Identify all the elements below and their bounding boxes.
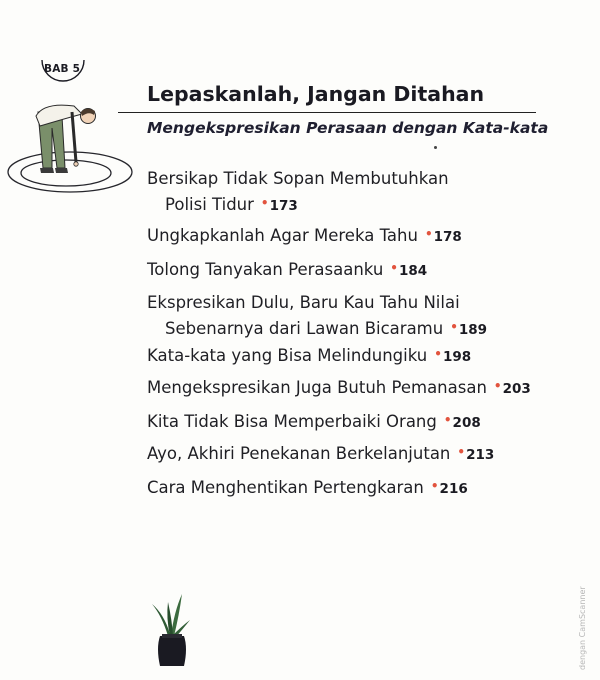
bullet-icon: • bbox=[434, 347, 442, 361]
person-drawing-circle-icon bbox=[0, 98, 140, 198]
toc-page-number: 178 bbox=[433, 229, 462, 245]
potted-plant-icon bbox=[144, 590, 194, 670]
toc-entry[interactable] bbox=[147, 474, 468, 502]
toc-page-number: 184 bbox=[398, 263, 428, 279]
toc-entry-title: Cara Menghentikan Pertengkaran bbox=[147, 478, 424, 497]
toc-entry-title: Ekspresikan Dulu, Baru Kau Tahu Nilai bbox=[147, 293, 460, 312]
toc-entry-title: Tolong Tanyakan Perasaanku bbox=[147, 260, 384, 279]
toc-page-number: 216 bbox=[439, 481, 468, 497]
toc-entry-title-continued: Polisi Tidur bbox=[165, 195, 254, 214]
toc-entry-title: Mengekspresikan Juga Butuh Pemanasan bbox=[147, 378, 487, 397]
toc-entry[interactable] bbox=[147, 166, 449, 219]
toc-page-number: 213 bbox=[466, 447, 495, 463]
toc-entry[interactable] bbox=[147, 256, 427, 284]
toc-entry[interactable] bbox=[147, 374, 531, 402]
toc-page-number: 198 bbox=[442, 349, 472, 365]
bullet-icon: • bbox=[457, 445, 466, 459]
toc-entry-title: Bersikap Tidak Sopan Membutuhkan bbox=[147, 169, 449, 188]
toc-entry-title-continued: Sebenarnya dari Lawan Bicaramu bbox=[165, 319, 444, 338]
toc-entry[interactable] bbox=[147, 408, 481, 436]
toc-entry[interactable] bbox=[147, 440, 494, 468]
bullet-icon: • bbox=[430, 479, 439, 493]
toc-page-number: 173 bbox=[269, 198, 298, 214]
bullet-icon: • bbox=[450, 320, 458, 334]
toc-page-number: 203 bbox=[502, 381, 531, 397]
bullet-icon: • bbox=[424, 227, 433, 241]
bullet-icon: • bbox=[443, 413, 452, 427]
toc-entry[interactable] bbox=[147, 290, 487, 343]
bullet-icon: • bbox=[260, 196, 269, 210]
decorative-dot bbox=[434, 146, 437, 149]
toc-entry-title: Ayo, Akhiri Penekanan Berkelanjutan bbox=[147, 444, 451, 463]
toc-page-number: 189 bbox=[458, 322, 488, 338]
chapter-title: Lepaskanlah, Jangan Ditahan bbox=[147, 82, 485, 106]
toc-page-number: 208 bbox=[452, 415, 481, 431]
toc-entry-title: Ungkapkanlah Agar Mereka Tahu bbox=[147, 226, 418, 245]
chapter-badge: BAB 5 bbox=[44, 63, 81, 75]
toc-entry-title: Kata-kata yang Bisa Melindungiku bbox=[147, 346, 428, 365]
scanner-watermark: dengan CamScanner bbox=[578, 586, 587, 670]
title-divider bbox=[118, 112, 536, 113]
toc-entry-title: Kita Tidak Bisa Memperbaiki Orang bbox=[147, 412, 437, 431]
bullet-icon: • bbox=[493, 379, 502, 393]
toc-entry[interactable] bbox=[147, 222, 462, 250]
bullet-icon: • bbox=[390, 261, 398, 275]
toc-entry[interactable] bbox=[147, 342, 471, 370]
chapter-subtitle: Mengekspresikan Perasaan dengan Kata-kata bbox=[147, 119, 549, 137]
